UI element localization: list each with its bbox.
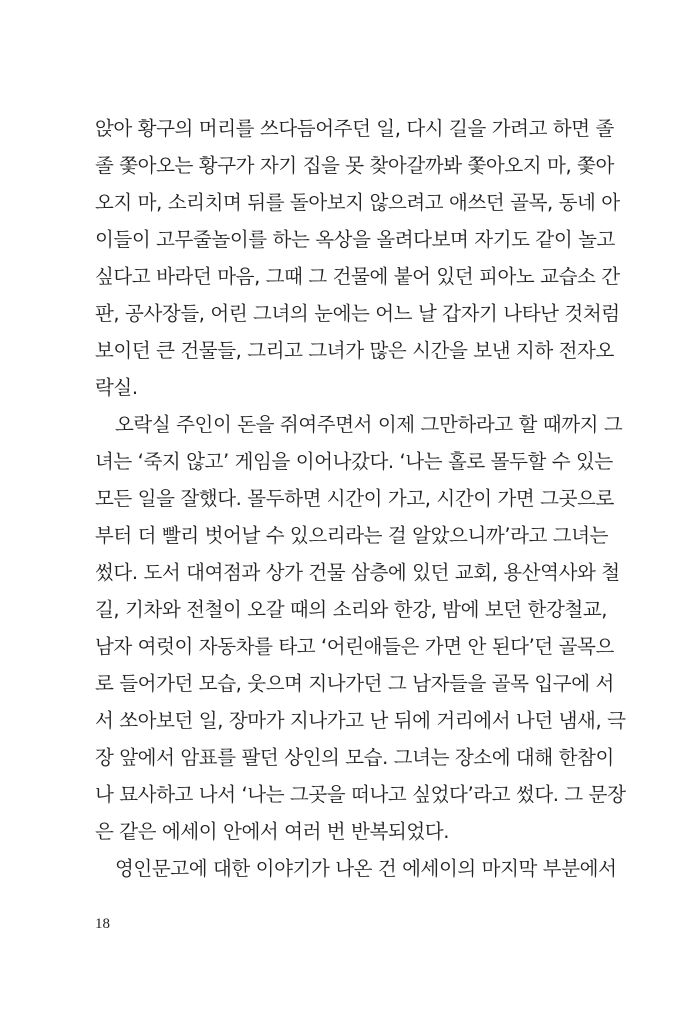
text-line: 앉아 황구의 머리를 쓰다듬어주던 일, 다시 길을 가려고 하면 졸 bbox=[95, 117, 614, 140]
text-line: 로 들어가던 모습, 웃으며 지나가던 그 남자들을 골목 입구에 서 bbox=[95, 672, 614, 695]
text-line: 장 앞에서 암표를 팔던 상인의 모습. 그녀는 장소에 대해 한참이 bbox=[95, 746, 614, 769]
text-line: 나 묘사하고 나서 ‘나는 그곳을 떠나고 싶었다’라고 썼다. 그 문장 bbox=[95, 783, 626, 806]
text-line: 싶다고 바라던 마음, 그때 그 건물에 붙어 있던 피아노 교습소 간 bbox=[95, 265, 620, 288]
text-line: 판, 공사장들, 어린 그녀의 눈에는 어느 날 갑자기 나타난 것처럼 bbox=[95, 302, 620, 325]
text-line: 은 같은 에세이 안에서 여러 번 반복되었다. bbox=[95, 820, 450, 843]
text-line: 남자 여럿이 자동차를 타고 ‘어린애들은 가면 안 된다’던 골목으 bbox=[95, 635, 614, 658]
text-line: 서 쏘아보던 일, 장마가 지나가고 난 뒤에 거리에서 나던 냄새, 극 bbox=[95, 709, 626, 732]
text-line: 보이던 큰 건물들, 그리고 그녀가 많은 시간을 보낸 지하 전자오 bbox=[95, 339, 614, 362]
text-line: 영인문고에 대한 이야기가 나온 건 에세이의 마지막 부분에서 bbox=[115, 857, 617, 880]
body-text bbox=[95, 110, 626, 887]
paragraph-2 bbox=[95, 406, 626, 850]
text-line: 이들이 고무줄놀이를 하는 옥상을 올려다보며 자기도 같이 놀고 bbox=[95, 228, 615, 251]
paragraph-1 bbox=[95, 110, 620, 406]
text-line: 길, 기차와 전철이 오갈 때의 소리와 한강, 밤에 보던 한강철교, bbox=[95, 598, 608, 621]
text-line: 부터 더 빨리 벗어날 수 있으리라는 걸 알았으니까’라고 그녀는 bbox=[95, 524, 609, 547]
paragraph-3 bbox=[95, 850, 617, 887]
text-line: 녀는 ‘죽지 않고’ 게임을 이어나갔다. ‘나는 홀로 몰두할 수 있는 bbox=[95, 450, 613, 473]
text-line: 락실. bbox=[95, 376, 138, 399]
text-line: 오지 마, 소리치며 뒤를 돌아보지 않으려고 애쓰던 골목, 동네 아 bbox=[95, 191, 620, 214]
text-line: 모든 일을 잘했다. 몰두하면 시간이 가고, 시간이 가면 그곳으로 bbox=[95, 487, 614, 510]
text-line: 졸 쫓아오는 황구가 자기 집을 못 찾아갈까봐 쫓아오지 마, 쫓아 bbox=[95, 154, 614, 177]
text-line: 오락실 주인이 돈을 쥐여주면서 이제 그만하라고 할 때까지 그 bbox=[115, 413, 623, 436]
text-line: 썼다. 도서 대여점과 상가 건물 삼층에 있던 교회, 용산역사와 철 bbox=[95, 561, 620, 584]
page-number: 18 bbox=[95, 916, 110, 932]
